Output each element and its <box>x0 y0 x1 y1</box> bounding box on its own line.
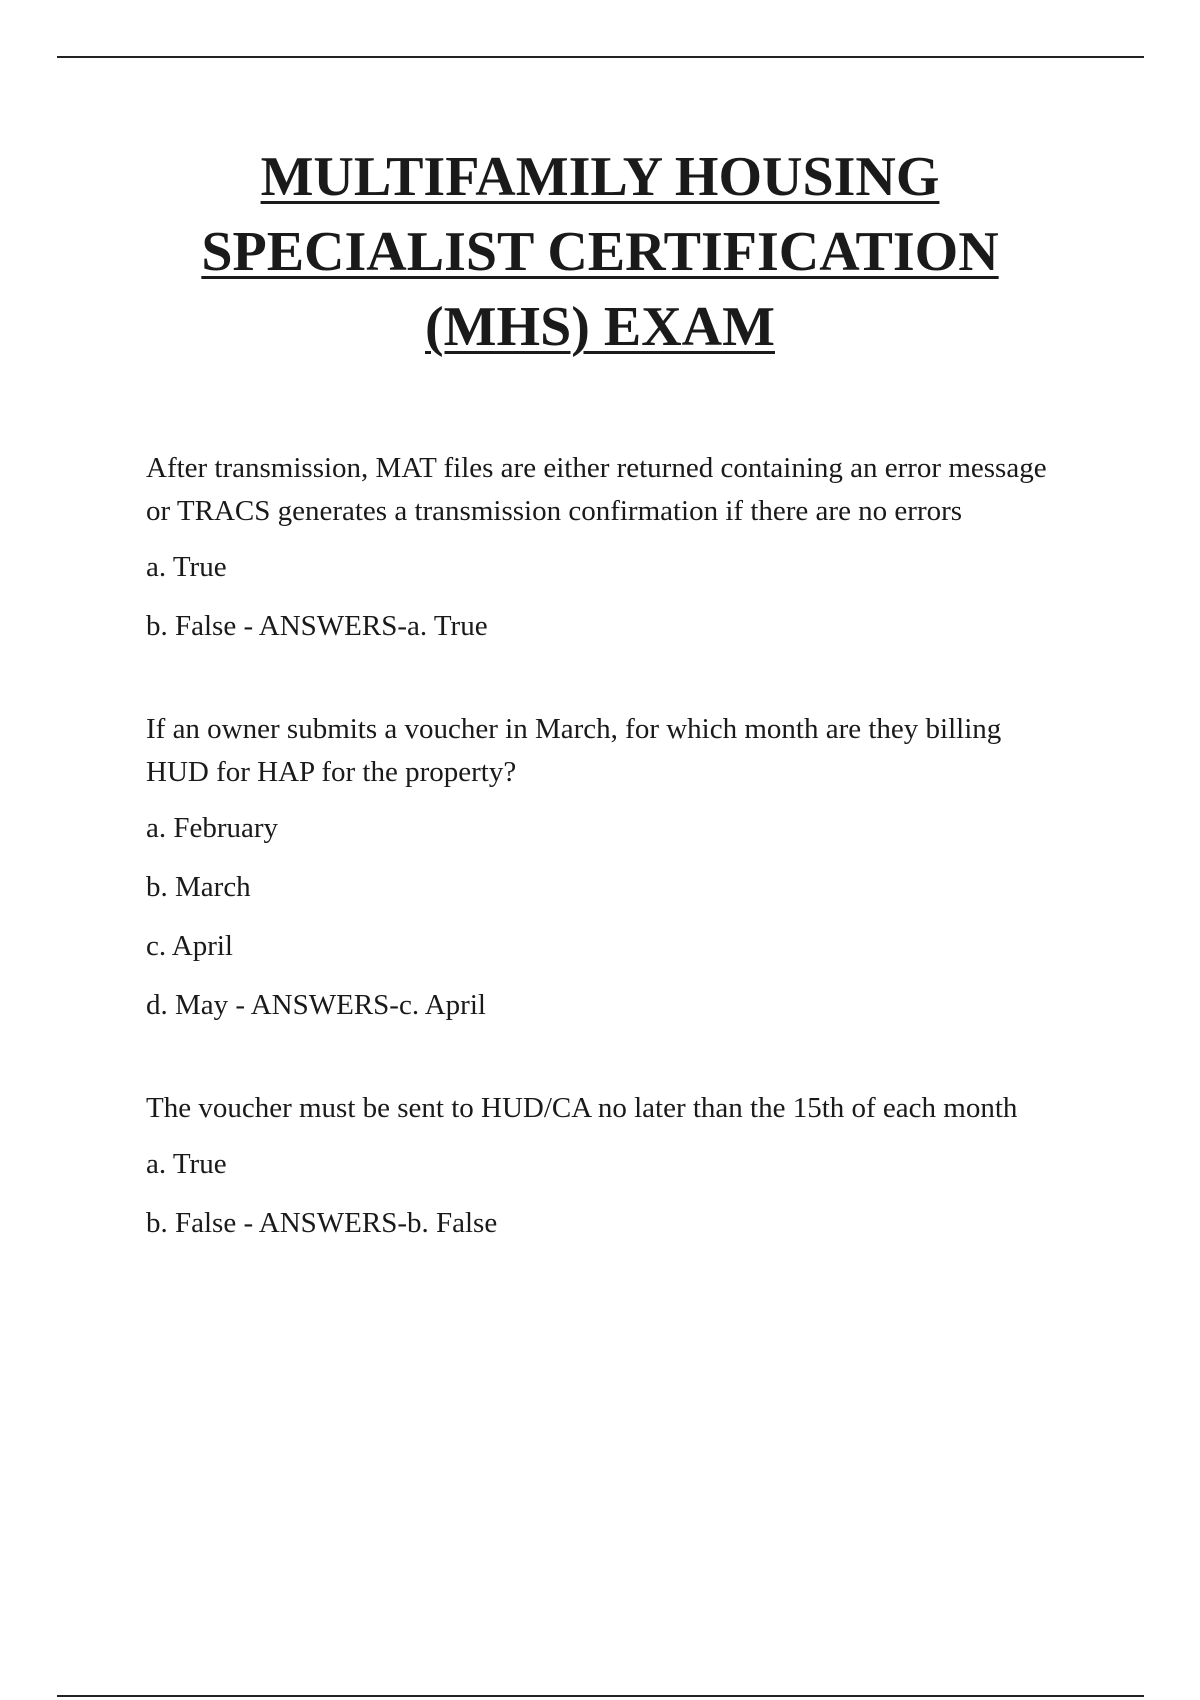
option-a: a. February <box>146 812 279 844</box>
question-1 <box>146 447 1066 648</box>
option-d-with-answer: d. May - ANSWERS-c. April <box>146 989 486 1021</box>
question-text: The voucher must be sent to HUD/CA no later than the 15th of each month <box>146 1092 1018 1124</box>
title-line-1: MULTIFAMILY HOUSING <box>260 146 940 208</box>
page-title <box>100 140 1100 365</box>
question-list <box>146 447 1066 1261</box>
option-a: a. True <box>146 1148 227 1180</box>
title-line-3: (MHS) EXAM <box>425 296 775 358</box>
title-line-2: SPECIALIST CERTIFICATION <box>201 221 999 283</box>
option-b: b. March <box>146 871 251 903</box>
top-rule <box>57 56 1144 58</box>
question-2 <box>146 708 1066 1027</box>
question-3 <box>146 1087 1066 1245</box>
question-text: If an owner submits a voucher in March, for which month are they billing HUD for HAP for the property? <box>146 713 1002 788</box>
option-b-with-answer: b. False - ANSWERS-b. False <box>146 1207 498 1239</box>
option-c: c. April <box>146 930 233 962</box>
option-b-with-answer: b. False - ANSWERS-a. True <box>146 610 488 642</box>
bottom-rule <box>57 1695 1144 1697</box>
option-a: a. True <box>146 551 227 583</box>
question-text: After transmission, MAT files are either returned containing an error message or TRACS generates a transmission confirmation if there are no errors <box>146 452 1047 527</box>
